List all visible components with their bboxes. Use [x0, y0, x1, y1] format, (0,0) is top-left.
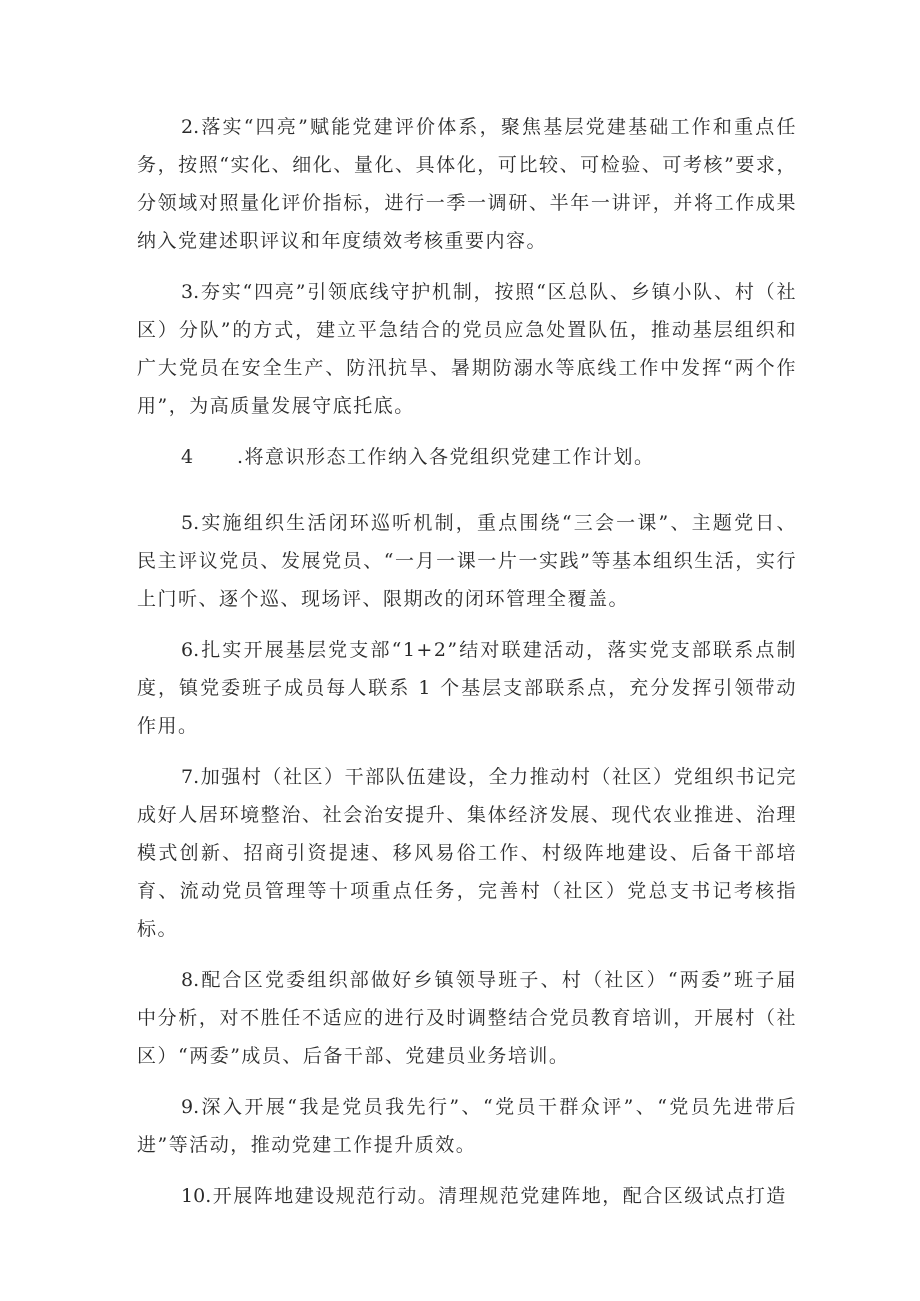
paragraph-text: .扎实开展基层党支部“1+2”结对联建活动，落实党支部联系点制度，镇党委班子成员每人联系 1 个基层支部联系点，充分发挥引领带动作用。 — [137, 639, 797, 737]
paragraph-number: 6 — [181, 639, 194, 661]
paragraph-text: .配合区党委组织部做好乡镇领导班子、村（社区）“两委”班子届中分析，对不胜任不适应的进行及时调整结合党员教育培训，开展村（社区）“两委”成员、后备干部、党建员业务培训。 — [137, 969, 797, 1067]
paragraph-number: 2 — [181, 116, 194, 138]
paragraph-text: .实施组织生活闭环巡听机制，重点围绕“三会一课”、主题党日、民主评议党员、发展党员、“一月一课一片一实践”等基本组织生活，实行上门听、逐个巡、现场评、限期改的闭环管理全覆盖。 — [137, 512, 797, 610]
paragraph-item-3 — [137, 273, 797, 425]
paragraph-item-2 — [137, 108, 797, 260]
paragraph-text: .开展阵地建设规范行动。清理规范党建阵地，配合区级试点打造 — [205, 1185, 787, 1207]
paragraph-text: .落实“四亮”赋能党建评价体系，聚焦基层党建基础工作和重点任务，按照“实化、细化、量化、具体化，可比较、可检验、可考核”要求，分领域对照量化评价指标，进行一季一调研、半年一讲评，并将工作成果纳入党建述职评议和年度绩效考核重要内容。 — [137, 116, 797, 252]
paragraph-item-6 — [137, 631, 797, 745]
paragraph-item-8 — [137, 961, 797, 1075]
paragraph-item-4 — [137, 438, 797, 476]
paragraph-item-7 — [137, 758, 797, 948]
document-body — [137, 108, 797, 1228]
paragraph-number: 10 — [181, 1185, 206, 1207]
paragraph-text: .深入开展“我是党员我先行”、“党员干群众评”、“党员先进带后进”等活动，推动党建工作提升质效。 — [137, 1096, 797, 1156]
paragraph-number: 5 — [181, 512, 194, 534]
paragraph-item-5 — [137, 504, 797, 618]
paragraph-text: .加强村（社区）干部队伍建设，全力推动村（社区）党组织书记完成好人居环境整治、社会治安提升、集体经济发展、现代农业推进、治理模式创新、招商引资提速、移风易俗工作、村级阵地建设、后备干部培育、流动党员管理等十项重点任务，完善村（社区）党总支书记考核指标。 — [137, 766, 797, 940]
paragraph-text: .夯实“四亮”引领底线守护机制，按照“区总队、乡镇小队、村（社区）分队”的方式，建立平急结合的党员应急处置队伍，推动基层组织和广大党员在安全生产、防汛抗旱、暑期防溺水等底线工作中发挥“两个作用”，为高质量发展守底托底。 — [137, 281, 797, 417]
paragraph-number: 3 — [181, 281, 194, 303]
paragraph-number: 4 — [181, 446, 194, 468]
paragraph-item-9 — [137, 1088, 797, 1164]
paragraph-number: 7 — [181, 766, 194, 788]
paragraph-number: 9 — [181, 1096, 194, 1118]
paragraph-number: 8 — [181, 969, 194, 991]
paragraph-text: .将意识形态工作纳入各党组织党建工作计划。 — [237, 446, 655, 468]
paragraph-item-10 — [137, 1177, 797, 1215]
